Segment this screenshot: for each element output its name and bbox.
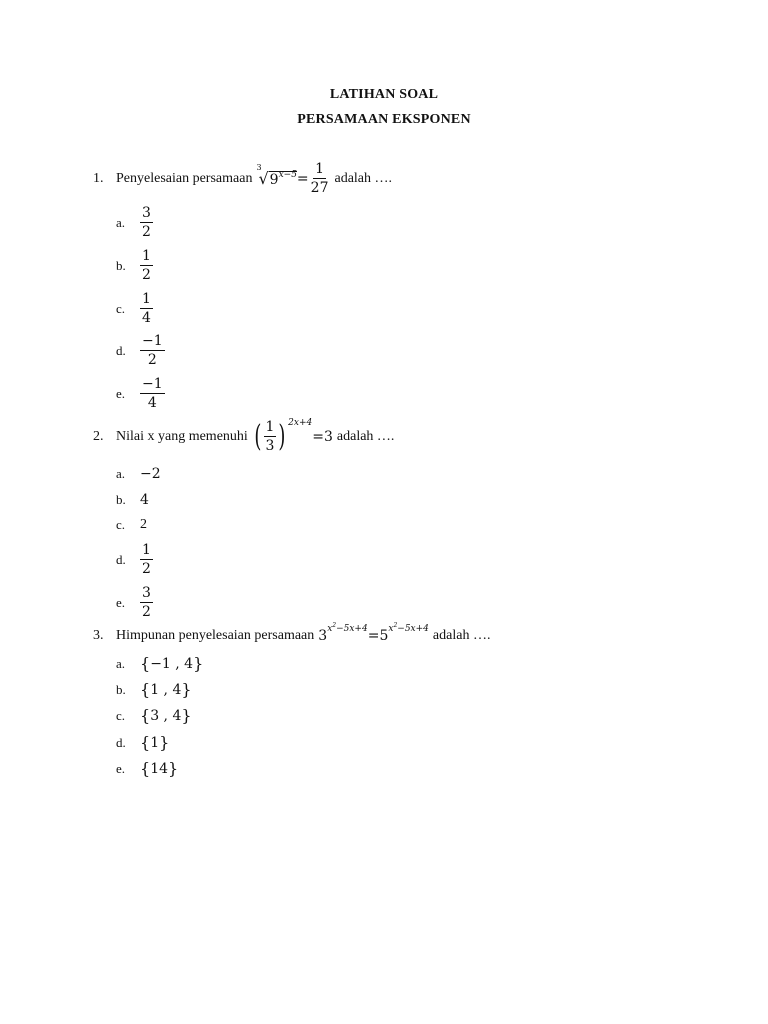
option-fraction	[140, 586, 153, 619]
lhs-exponent	[327, 624, 368, 634]
rhs-fraction	[309, 162, 331, 195]
option-2a	[116, 466, 161, 482]
exp-square: 2	[393, 622, 398, 629]
exp-var: x	[388, 624, 394, 634]
option-3c	[116, 706, 192, 725]
option-label: c.	[116, 707, 126, 723]
title-line-1: LATIHAN SOAL	[329, 87, 439, 102]
option-2d	[116, 543, 153, 576]
option-1c	[116, 292, 153, 325]
set-brace-open: {	[140, 680, 151, 699]
option-label: e.	[116, 385, 126, 401]
numerator: −1	[142, 376, 163, 392]
option-value: 1 , 4	[150, 681, 182, 698]
numerator: 1	[265, 419, 275, 435]
set-brace-open: {	[140, 733, 151, 752]
base: 9	[269, 172, 279, 188]
question-number: 2.	[93, 428, 104, 444]
question-text: Penyelesaian persamaan	[116, 170, 253, 186]
option-1b	[116, 249, 153, 282]
option-label: d.	[116, 342, 126, 358]
radical-sign: √	[258, 169, 269, 188]
option-label: a.	[116, 655, 126, 671]
option-value: 14	[150, 760, 169, 777]
question-number: 3.	[93, 628, 104, 643]
option-fraction	[140, 334, 165, 367]
set-brace-close: }	[181, 706, 192, 725]
option-label: b.	[116, 257, 126, 273]
denominator: 4	[142, 310, 151, 326]
option-3a	[116, 654, 203, 673]
numerator: 3	[142, 585, 151, 601]
option-2c	[116, 517, 147, 533]
option-label: a.	[116, 466, 126, 481]
option-label: d.	[116, 734, 126, 750]
left-paren: (	[254, 418, 262, 454]
set-brace-open: {	[140, 706, 151, 725]
denominator: 4	[147, 395, 157, 411]
numerator: −1	[142, 333, 163, 349]
option-label: e.	[116, 594, 126, 610]
set-brace-close: }	[193, 654, 204, 673]
set-brace-close: }	[168, 759, 179, 778]
base-fraction	[264, 420, 277, 453]
option-fraction	[140, 292, 153, 325]
option-3e	[116, 759, 178, 778]
exp-rest: −5x+4	[397, 624, 429, 634]
radicand	[269, 171, 297, 188]
option-1e	[116, 377, 165, 410]
question-suffix: adalah ….	[334, 170, 393, 186]
denominator: 2	[147, 352, 157, 368]
question-suffix: adalah ….	[336, 428, 395, 444]
option-value: 1	[150, 734, 160, 751]
option-2e	[116, 586, 153, 619]
option-label: b.	[116, 492, 126, 507]
question-text: Nilai x yang memenuhi	[116, 428, 248, 444]
exp-square: 2	[332, 622, 337, 629]
equals-sign: =	[296, 170, 309, 187]
option-value: −2	[140, 466, 161, 482]
option-1a	[116, 206, 153, 239]
option-fraction	[140, 543, 153, 576]
option-2b	[116, 492, 149, 508]
rhs-exponent	[388, 624, 429, 634]
option-3b	[116, 680, 192, 699]
option-value: 3 , 4	[150, 707, 182, 724]
set-brace-open: {	[140, 759, 151, 778]
rhs-base: 5	[379, 628, 389, 644]
option-1d	[116, 334, 165, 367]
option-fraction	[140, 206, 153, 239]
rhs: =3	[312, 428, 333, 445]
option-value: −1 , 4	[150, 655, 194, 672]
option-fraction	[140, 377, 165, 410]
denominator: 27	[310, 180, 329, 196]
cube-root	[256, 163, 297, 188]
numerator: 3	[142, 205, 151, 221]
set-brace-close: }	[181, 680, 192, 699]
option-label: d.	[116, 551, 126, 567]
numerator: 1	[142, 248, 151, 264]
option-label: c.	[116, 300, 126, 316]
option-fraction	[140, 249, 153, 282]
option-label: a.	[116, 214, 126, 230]
root-index: 3	[256, 163, 262, 172]
exponent: 2x+4	[288, 417, 313, 428]
question-2	[93, 417, 395, 454]
denominator: 3	[265, 438, 275, 454]
title-line-2: PERSAMAAN EKSPONEN	[297, 112, 471, 127]
option-value: 2	[140, 517, 147, 532]
numerator: 1	[142, 291, 151, 307]
equals-sign: =	[367, 628, 380, 644]
option-3d	[116, 733, 169, 752]
denominator: 2	[142, 561, 151, 577]
right-paren: )	[278, 418, 286, 454]
numerator: 1	[315, 161, 325, 177]
set-brace-close: }	[159, 733, 170, 752]
option-label: b.	[116, 681, 126, 697]
option-label: e.	[116, 760, 126, 776]
question-1	[93, 162, 392, 195]
denominator: 2	[142, 224, 151, 240]
question-3	[93, 622, 491, 644]
question-suffix: adalah ….	[432, 628, 491, 643]
exp-rest: −5x+4	[336, 624, 368, 634]
exp-var: x	[327, 624, 333, 634]
option-label: c.	[116, 517, 126, 532]
denominator: 2	[142, 267, 151, 283]
exponent: x−5	[278, 170, 297, 180]
option-value: 4	[140, 492, 149, 508]
question-text: Himpunan penyelesaian persamaan	[116, 628, 315, 643]
set-brace-open: {	[140, 654, 151, 673]
question-number: 1.	[93, 170, 104, 186]
denominator: 2	[142, 604, 151, 620]
numerator: 1	[142, 542, 151, 558]
lhs-base: 3	[318, 628, 328, 644]
